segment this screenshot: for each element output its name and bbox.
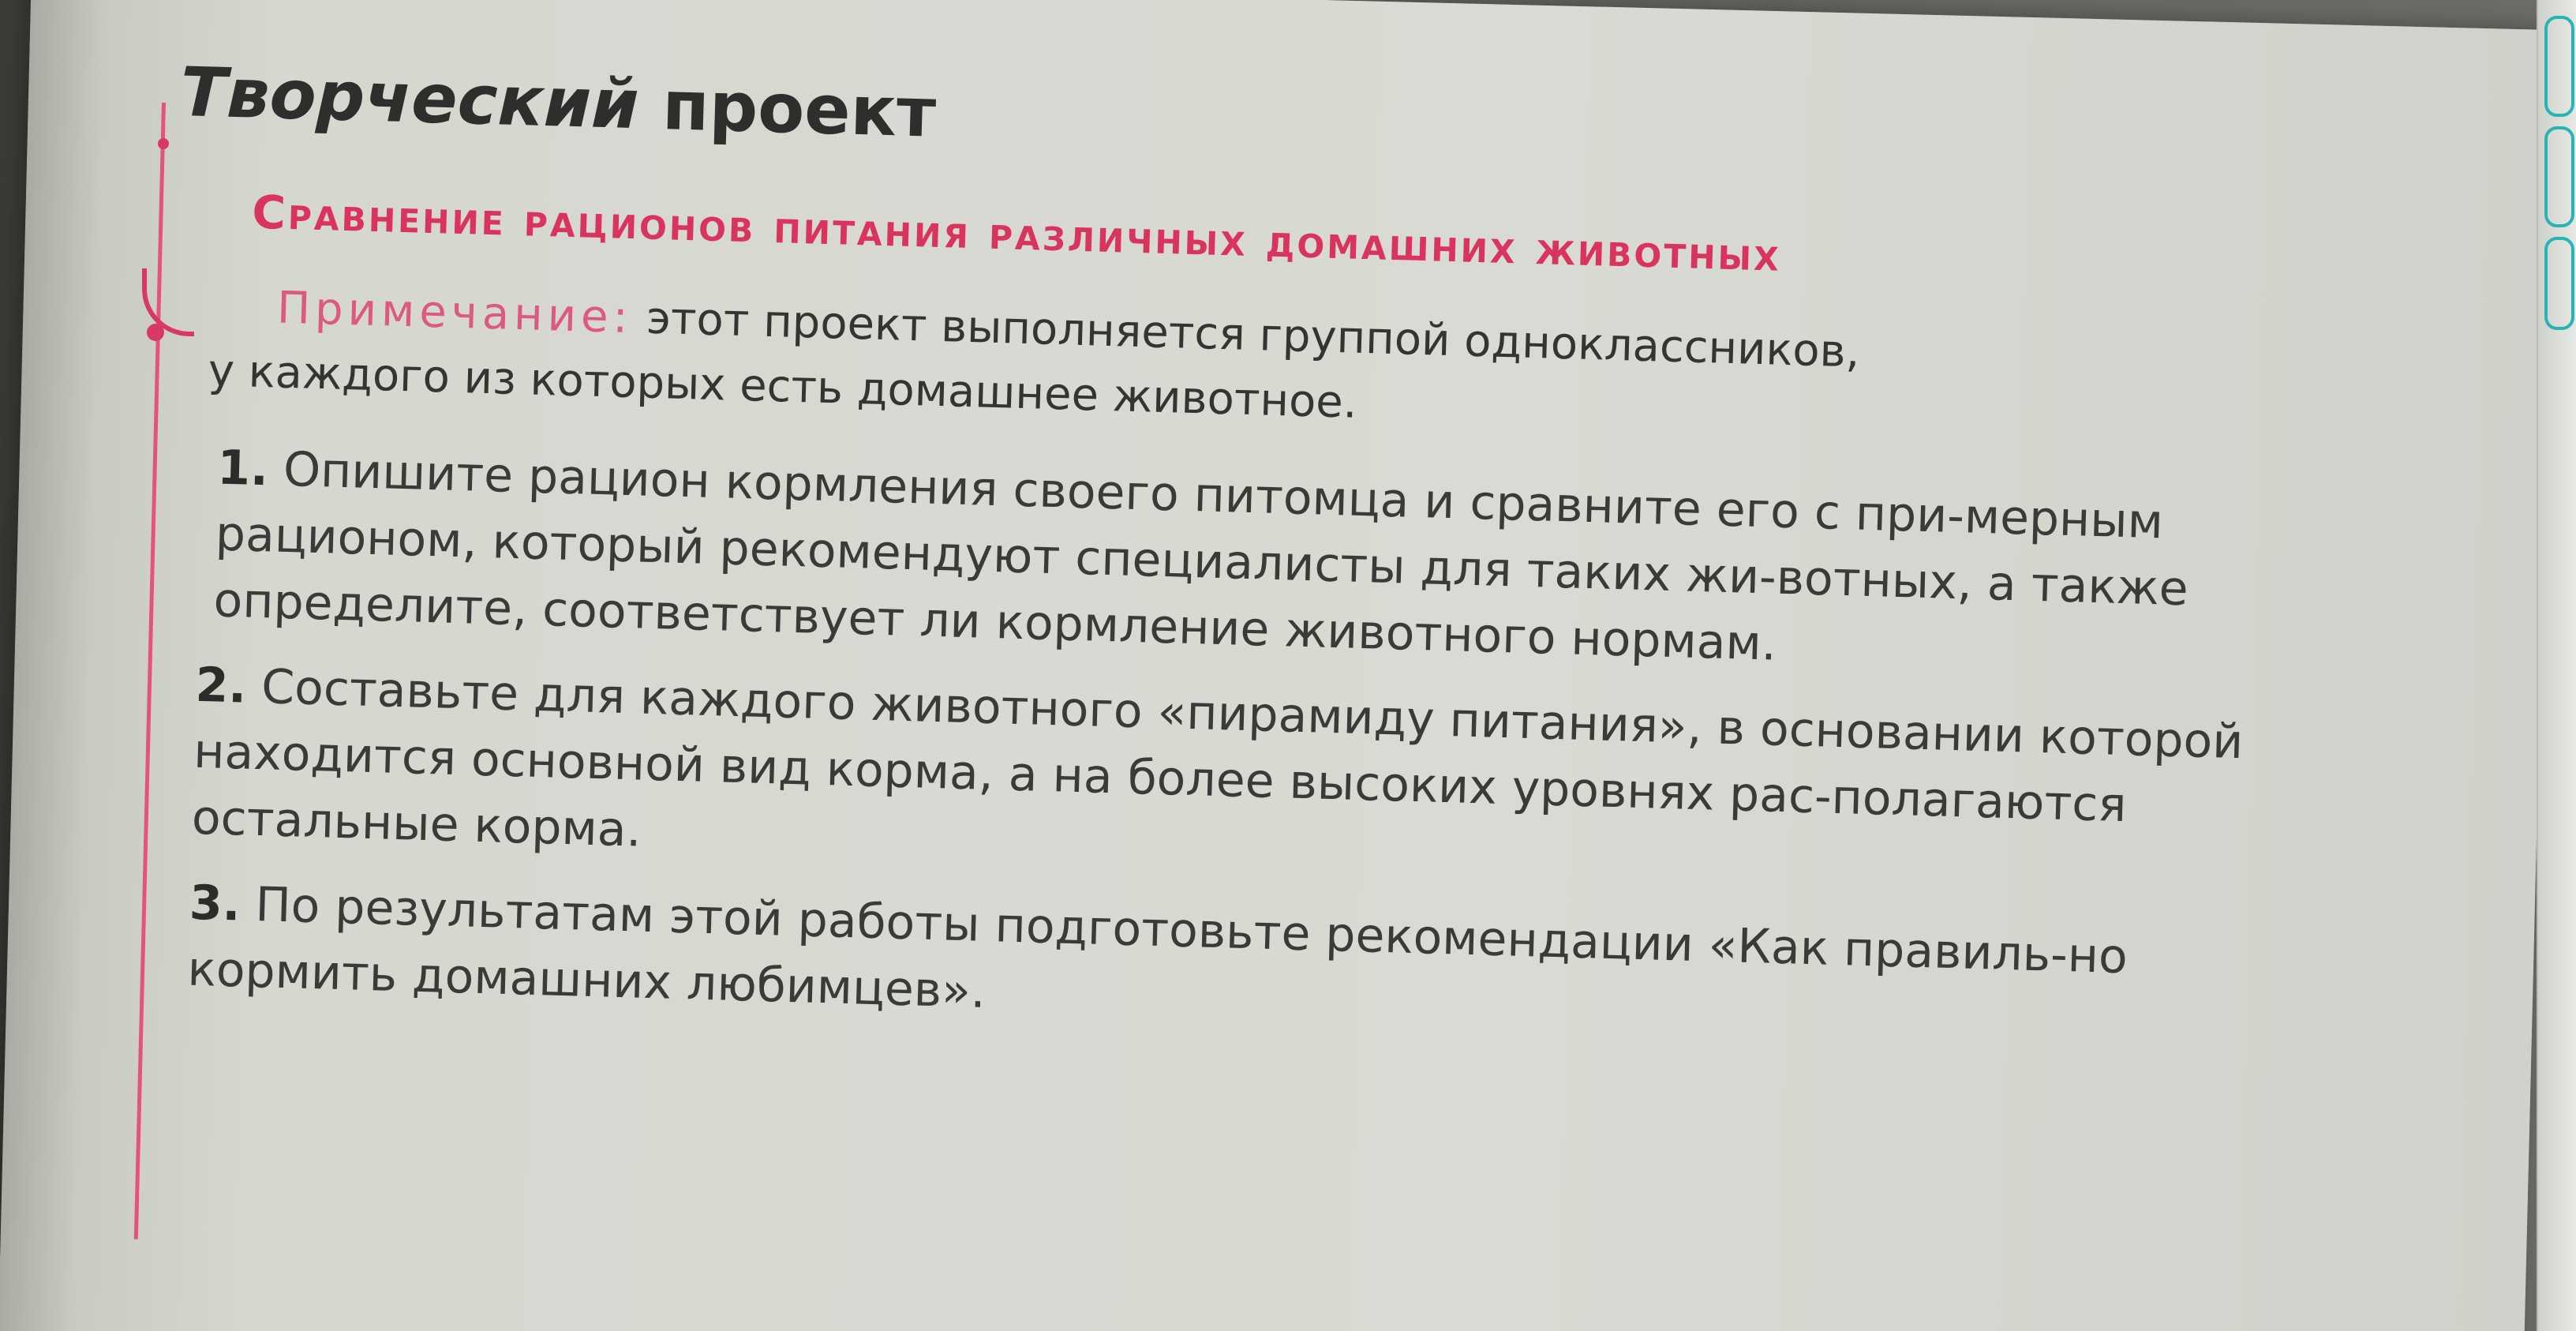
task-number: 1. xyxy=(216,440,269,497)
task-item xyxy=(213,434,2341,692)
margin-dot-bullet xyxy=(147,324,164,341)
task-number: 3. xyxy=(189,875,242,932)
note-label: Примечание: xyxy=(276,282,634,344)
task-item xyxy=(191,652,2334,911)
title-rest: проект xyxy=(661,66,938,153)
note-text-line2: у каждого из которых есть домашнее животное. xyxy=(207,344,1358,429)
note-text-line1: этот проект выполняется группой одноклассников, xyxy=(646,292,1861,378)
margin-dot-top xyxy=(158,138,169,149)
task-text: Опишите рацион кормления своего питомца и сравните его с при-мерным рационом, который рекомендуют специалисты для таких жи-вотных, а также определите, соответствует ли кормление животного нормам. xyxy=(212,441,2189,672)
project-subtitle: Сравнение рационов питания различных домашних животных xyxy=(251,185,1782,282)
task-number: 2. xyxy=(194,657,248,714)
tab-marker-icon xyxy=(2544,16,2574,117)
task-text: Составьте для каждого животного «пирамиду питания», в основании которой находится основной вид корма, а на более высоких уровнях рас-полагаются остальные корма. xyxy=(191,658,2245,858)
page-content xyxy=(155,55,2351,1062)
tab-marker-icon xyxy=(2544,126,2574,227)
task-text: По результатам этой работы подготовьте рекомендации «Как правиль-но кормить домашних любимцев». xyxy=(186,876,2129,1019)
tab-marker-icon xyxy=(2544,237,2574,330)
page-edge-tabs xyxy=(2537,0,2576,1331)
title-prefix: Творческий xyxy=(179,53,640,145)
